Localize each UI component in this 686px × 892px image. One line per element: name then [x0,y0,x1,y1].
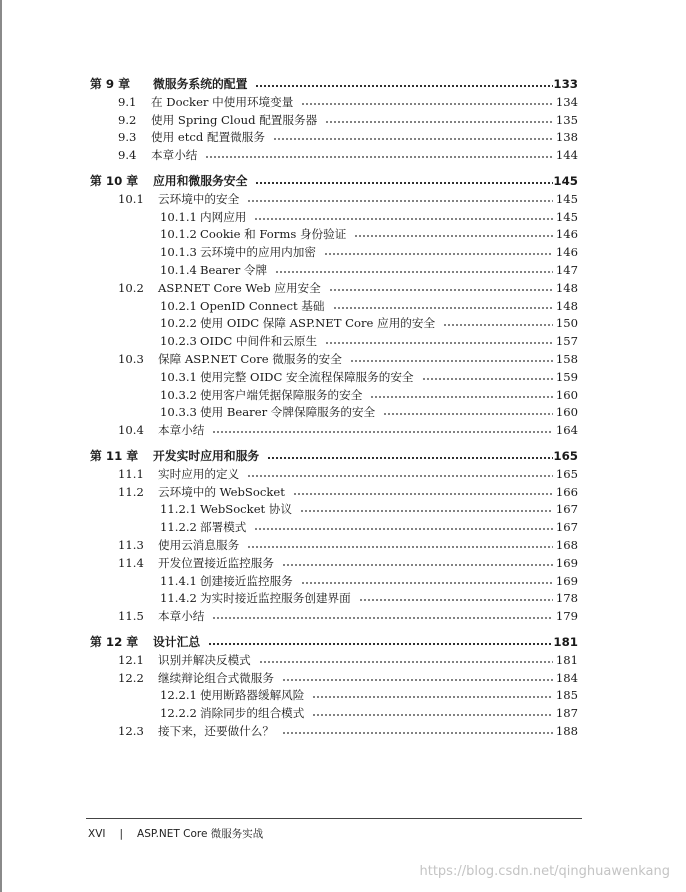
toc-dot-leader [247,200,553,202]
toc-dot-leader [254,218,553,220]
toc-page-number: 160 [555,387,578,402]
toc-section[interactable] [0,537,686,555]
toc-page-number: 157 [555,334,578,349]
toc-number: 9.3 [118,130,137,145]
toc-title: 在 Docker 中使用环境变量 [151,94,294,109]
toc-number: 10.4 [118,423,144,438]
toc-page-number: 158 [555,351,578,366]
toc-page-number: 160 [555,405,578,420]
toc-section[interactable] [0,147,686,165]
toc-page-number: 148 [555,280,578,295]
toc-number: 9.4 [118,148,137,163]
toc-number: 11.2.2 [160,520,197,535]
toc-number: 11.1 [118,466,144,481]
toc-number: 11.4.2 [160,591,197,606]
toc-page-number: 179 [555,609,578,624]
toc-title: Bearer 令牌 [200,262,268,277]
toc-title: 使用断路器缓解风险 [200,688,305,703]
toc-subsection[interactable] [0,501,686,519]
toc-chapter[interactable] [0,448,686,466]
toc-page-number: 167 [555,520,578,535]
toc-dot-leader [293,493,553,495]
toc-number: 10.3.2 [160,387,197,402]
toc-dot-leader [247,546,553,548]
toc-title: 云环境中的应用内加密 [200,245,316,260]
toc-subsection[interactable] [0,519,686,537]
toc-title: 识别并解决反模式 [158,652,251,667]
toc-title: Cookie 和 Forms 身份验证 [200,227,347,242]
toc-page-number: 168 [555,537,578,552]
toc-page-number: 134 [555,94,578,109]
toc-title: 使用 Spring Cloud 配置服务器 [151,112,318,127]
toc-number: 12.2.2 [160,706,197,721]
toc-page-number: 146 [555,245,578,260]
toc-page-number: 133 [553,77,578,91]
toc-title: 创建接近监控服务 [200,573,293,588]
toc-number: 11.4.1 [160,573,197,588]
toc-section[interactable] [0,94,686,112]
toc-dot-leader [273,138,553,140]
toc-page-number: 167 [555,502,578,517]
toc-page-number: 145 [555,209,578,224]
toc-dot-leader [301,582,553,584]
toc-dot-leader [354,235,553,237]
toc-dot-leader [312,714,553,716]
toc-chapter[interactable] [0,634,686,652]
toc-number: 10.1.2 [160,227,197,242]
toc-dot-leader [370,396,553,398]
footer-page-number: XVI [88,828,106,840]
toc-number: 第 12 章 [90,634,139,649]
toc-dot-leader [282,679,553,681]
toc-number: 12.1 [118,652,144,667]
toc-page-number: 166 [555,484,578,499]
toc-number: 10.3 [118,351,144,366]
toc-subsection[interactable] [0,226,686,244]
toc-number: 第 9 章 [90,77,131,91]
toc-page-number: 138 [555,130,578,145]
toc-page-number: 150 [555,316,578,331]
toc-title: 使用完整 OIDC 安全流程保障服务的安全 [200,369,414,384]
toc-title: 接下来，还要做什么？ [158,723,274,738]
toc-subsection[interactable] [0,687,686,705]
toc-page-number: 145 [553,173,578,188]
toc-page-number: 159 [555,369,578,384]
toc-number: 9.2 [118,112,137,127]
toc-number: 10.3.3 [160,405,197,420]
toc-section[interactable] [0,129,686,147]
toc-title: 保障 ASP.NET Core 微服务的安全 [158,351,342,366]
footer-book-title: ASP.NET Core 微服务实战 [137,828,264,840]
toc-subsection[interactable] [0,369,686,387]
toc-subsection[interactable] [0,573,686,591]
toc-title: 使用 OIDC 保障 ASP.NET Core 应用的安全 [200,316,436,331]
toc-page-number: 147 [555,262,578,277]
toc-title: 内网应用 [200,209,247,224]
toc-title: 应用和微服务安全 [153,173,248,188]
toc-number: 10.1.4 [160,262,197,277]
toc-dot-leader [325,342,553,344]
toc-dot-leader [259,661,553,663]
page-footer [88,826,263,841]
toc-section[interactable] [0,652,686,670]
toc-title: 云环境中的 WebSocket [158,484,285,499]
toc-subsection[interactable] [0,298,686,316]
toc-page-number: 181 [553,634,578,649]
watermark-url: https://blog.csdn.net/qinghuawenkang [419,864,670,879]
toc-page-number: 178 [555,591,578,606]
footer-divider [86,818,582,819]
toc-dot-leader [255,85,553,87]
toc-number: 10.1.1 [160,209,197,224]
toc-number: 10.3.1 [160,369,197,384]
toc-number: 10.2.1 [160,298,197,313]
toc-dot-leader [212,617,553,619]
toc-section[interactable] [0,723,686,741]
toc-dot-leader [325,121,553,123]
toc-dot-leader [208,643,553,645]
toc-section[interactable] [0,422,686,440]
toc-title: 开发位置接近监控服务 [158,555,274,570]
toc-title: 设计汇总 [153,634,201,649]
toc-dot-leader [312,696,553,698]
toc-subsection[interactable] [0,705,686,723]
toc-title: 使用 etcd 配置微服务 [151,130,265,145]
toc-title: 本章小结 [151,148,198,163]
toc-title: OIDC 中间件和云原生 [200,334,318,349]
toc-dot-leader [443,324,553,326]
toc-title: 开发实时应用和服务 [153,448,260,463]
toc-number: 10.1.3 [160,245,197,260]
toc-dot-leader [282,732,553,734]
toc-number: 12.2 [118,670,144,685]
toc-page-number: 169 [555,573,578,588]
toc-section[interactable] [0,351,686,369]
toc-section[interactable] [0,608,686,626]
toc-title: 使用客户端凭据保障服务的安全 [200,387,363,402]
toc-number: 10.1 [118,191,144,206]
toc-title: 部署模式 [200,520,247,535]
toc-section[interactable] [0,466,686,484]
toc-number: 10.2.2 [160,316,197,331]
toc-title: 微服务系统的配置 [153,77,248,91]
toc-page-number: 181 [555,652,578,667]
toc-page-number: 145 [555,191,578,206]
toc-subsection[interactable] [0,387,686,405]
toc-page-number: 165 [553,448,578,463]
toc-section[interactable] [0,484,686,502]
toc-title: 使用 Bearer 令牌保障服务的安全 [200,405,376,420]
toc-number: 第 10 章 [90,173,139,188]
toc-title: ASP.NET Core Web 应用安全 [158,280,321,295]
toc-subsection[interactable] [0,209,686,227]
toc-number: 第 11 章 [90,448,139,463]
footer-separator: | [119,828,124,840]
toc-title: 实时应用的定义 [158,466,240,481]
toc-page-number: 144 [555,148,578,163]
toc-number: 11.3 [118,537,144,552]
toc-dot-leader [301,103,553,105]
toc-section[interactable] [0,670,686,688]
toc-dot-leader [275,271,553,273]
toc-number: 10.2.3 [160,334,197,349]
toc-dot-leader [333,307,553,309]
toc-section[interactable] [0,280,686,298]
toc-page-number: 165 [555,466,578,481]
toc-dot-leader [205,156,553,158]
toc-subsection[interactable] [0,315,686,333]
toc-number: 10.2 [118,280,144,295]
toc-dot-leader [329,289,553,291]
toc-dot-leader [255,182,553,184]
toc-page-number: 187 [555,706,578,721]
toc-number: 12.2.1 [160,688,197,703]
toc-page-number: 148 [555,298,578,313]
toc-page-number: 184 [555,670,578,685]
toc-chapter[interactable] [0,173,686,191]
toc-number: 12.3 [118,723,144,738]
toc-number: 9.1 [118,94,137,109]
toc-page-number: 185 [555,688,578,703]
toc-dot-leader [324,253,553,255]
toc-title: 本章小结 [158,609,205,624]
toc-subsection[interactable] [0,333,686,351]
toc-section[interactable] [0,191,686,209]
toc-chapter[interactable] [0,76,686,94]
toc-dot-leader [267,457,553,459]
toc-number: 11.4 [118,555,144,570]
table-of-contents [0,76,686,741]
toc-section[interactable] [0,112,686,130]
toc-dot-leader [383,413,553,415]
toc-subsection[interactable] [0,262,686,280]
toc-page-number: 164 [555,423,578,438]
toc-title: 消除同步的组合模式 [200,706,305,721]
toc-dot-leader [282,564,553,566]
toc-dot-leader [254,528,553,530]
toc-page-number: 169 [555,555,578,570]
toc-title: 本章小结 [158,423,205,438]
toc-page-number: 146 [555,227,578,242]
toc-title: 云环境中的安全 [158,191,240,206]
toc-page-number: 188 [555,723,578,738]
toc-dot-leader [300,510,553,512]
toc-section[interactable] [0,555,686,573]
toc-title: 为实时接近监控服务创建界面 [200,591,351,606]
toc-number: 11.5 [118,609,144,624]
toc-subsection[interactable] [0,404,686,422]
toc-title: 继续辩论组合式微服务 [158,670,274,685]
toc-subsection[interactable] [0,590,686,608]
toc-dot-leader [359,599,553,601]
toc-subsection[interactable] [0,244,686,262]
toc-page-number: 135 [555,112,578,127]
toc-dot-leader [422,378,553,380]
toc-title: 使用云消息服务 [158,537,240,552]
toc-dot-leader [350,360,553,362]
toc-title: WebSocket 协议 [200,502,293,517]
toc-dot-leader [247,475,553,477]
toc-number: 11.2 [118,484,144,499]
toc-number: 11.2.1 [160,502,197,517]
toc-title: OpenID Connect 基础 [200,298,325,313]
toc-dot-leader [212,431,553,433]
